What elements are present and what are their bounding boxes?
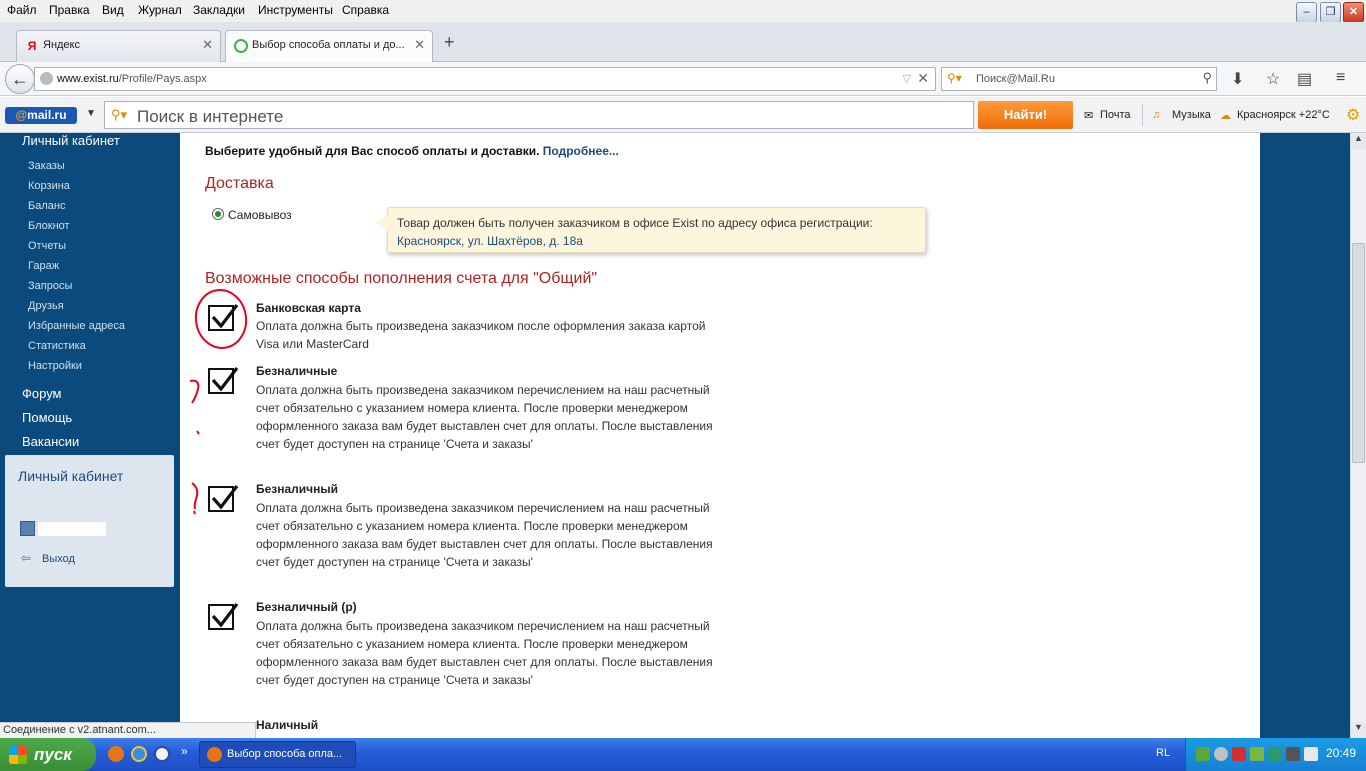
- menu-help[interactable]: Справка: [342, 3, 390, 17]
- option-description: Оплата должна быть произведена заказчиком перечислением на наш расчетный счет обязательно с указанием номера клиента. После проверки менеджером оформленного заказа вам будет выставлен счет для оплаты. После выставления счет будет доступен на странице 'Счета и заказы': [256, 501, 713, 569]
- back-button[interactable]: ←: [5, 64, 35, 94]
- menu-edit[interactable]: Правка: [49, 3, 90, 17]
- methods-heading: Возможные способы пополнения счета для "Общий": [205, 270, 598, 287]
- mail-link[interactable]: Почта: [1100, 109, 1131, 121]
- status-text: Соединение с v2.atnant.com...: [3, 724, 156, 736]
- sidebar-item-help[interactable]: Помощь: [22, 410, 73, 425]
- sidebar: [0, 133, 180, 738]
- sidebar-item-notebook[interactable]: Блокнот: [28, 220, 70, 232]
- menu-bookmarks[interactable]: Закладки: [193, 3, 245, 17]
- annotation-question-mark: [192, 483, 197, 514]
- sidebar-item-orders[interactable]: Заказы: [28, 160, 65, 172]
- sidebar-item-forum[interactable]: Форум: [22, 386, 62, 401]
- language-indicator[interactable]: RL: [1156, 747, 1171, 759]
- search-box[interactable]: [941, 67, 1217, 91]
- firefox-icon[interactable]: [108, 746, 124, 762]
- dropdown-arrow-icon[interactable]: ▼: [86, 108, 96, 119]
- address-bar[interactable]: [34, 67, 936, 91]
- sidebar-item-settings[interactable]: Настройки: [28, 360, 82, 372]
- logout-icon[interactable]: ⇦: [21, 551, 32, 565]
- mailru-logo[interactable]: @mail.ru: [5, 107, 77, 124]
- scroll-down-icon[interactable]: ▼: [1351, 722, 1366, 738]
- search-placeholder: Поиск@Mail.Ru: [976, 73, 1055, 85]
- delivery-tooltip: [387, 207, 926, 253]
- more-link[interactable]: Подробнее...: [542, 144, 619, 158]
- sidebar-item-requests[interactable]: Запросы: [28, 280, 73, 292]
- menu-bar: [0, 0, 1366, 22]
- new-tab-icon[interactable]: +: [444, 32, 455, 52]
- tab-title: Яндекс: [43, 39, 80, 51]
- bookmark-star-icon[interactable]: ☆: [1266, 71, 1281, 88]
- windows-flag-icon: [9, 746, 27, 764]
- music-link[interactable]: Музыка: [1172, 109, 1211, 121]
- tray-app-icon[interactable]: [1250, 747, 1264, 761]
- close-tab-icon[interactable]: ✕: [202, 37, 213, 52]
- status-bar: [0, 722, 256, 739]
- mail-envelope-icon[interactable]: ✉: [1084, 110, 1094, 122]
- start-label: пуск: [34, 745, 72, 764]
- annotation-question-mark: [190, 381, 199, 434]
- minimize-button[interactable]: –: [1296, 2, 1317, 23]
- scroll-up-icon[interactable]: ▲: [1351, 133, 1366, 149]
- tray-app-icon[interactable]: [1196, 747, 1210, 761]
- scroll-thumb[interactable]: [1352, 243, 1365, 463]
- option-title: Безналичный: [256, 482, 339, 496]
- tooltip-text: Товар должен быть получен заказчиком в офисе Exist по адресу офиса регистрации:: [397, 216, 873, 230]
- option-description: Оплата должна быть произведена заказчиком перечислением на наш расчетный счет обязательно с указанием номера клиента. После проверки менеджером оформленного заказа вам будет выставлен счет для оплаты. После выставления счет будет доступен на странице 'Счета и заказы': [256, 619, 713, 687]
- restore-button[interactable]: ❐: [1320, 2, 1341, 23]
- find-button[interactable]: Найти!: [978, 101, 1073, 129]
- option-title: Безналичный (р): [256, 600, 357, 614]
- sidebar-item-friends[interactable]: Друзья: [28, 300, 64, 312]
- logout-link[interactable]: Выход: [42, 553, 75, 565]
- sidebar-item-favorite-addresses[interactable]: Избранные адреса: [28, 320, 125, 332]
- bookmarks-list-icon[interactable]: ▤: [1297, 71, 1313, 88]
- menu-hamburger-icon[interactable]: ≡: [1336, 69, 1346, 86]
- annotation-circle: [192, 287, 250, 351]
- clock: 20:49: [1325, 746, 1356, 760]
- globe-icon: [40, 72, 53, 85]
- taskbar: [0, 738, 1366, 771]
- display-icon[interactable]: [1286, 747, 1300, 761]
- menu-history[interactable]: Журнал: [138, 3, 182, 17]
- weather-link[interactable]: Красноярск +22°C: [1237, 109, 1330, 121]
- navigation-bar: [0, 62, 1366, 96]
- office-address-link[interactable]: Красноярск, ул. Шахтёров, д. 18а: [397, 234, 583, 248]
- dropdown-arrow-icon[interactable]: ▽: [902, 73, 911, 85]
- media-player-icon[interactable]: [154, 746, 170, 762]
- tab-title: Выбор способа оплаты и до...: [252, 39, 405, 51]
- right-sidebar: [1260, 133, 1350, 738]
- option-description: Оплата должна быть произведена заказчиком перечислением на наш расчетный счет обязательно с указанием номера клиента. После проверки менеджером оформленного заказа вам будет выставлен счет для оплаты. После выставления счет будет доступен на странице 'Счета и заказы': [256, 383, 713, 451]
- close-tab-icon[interactable]: ✕: [414, 37, 425, 52]
- search-engine-icon[interactable]: ⚲▾: [111, 107, 128, 122]
- cabinet-box-title: Личный кабинет: [18, 468, 124, 484]
- tab-bar: [0, 22, 1366, 62]
- option-title: Наличный: [256, 718, 319, 732]
- menu-view[interactable]: Вид: [102, 3, 124, 17]
- sidebar-cabinet-title[interactable]: Личный кабинет: [22, 133, 120, 148]
- option-description: Оплата должна быть произведена заказчиком после оформления заказа картой Visa или MasterCard: [256, 319, 706, 351]
- user-icon: [20, 521, 35, 536]
- start-button[interactable]: [0, 738, 96, 771]
- username-field: [38, 522, 106, 536]
- noncash-r-checkbox[interactable]: [208, 604, 234, 630]
- sidebar-item-vacancies[interactable]: Вакансии: [22, 434, 80, 449]
- network-icon[interactable]: [1268, 747, 1282, 761]
- quicklaunch-more-icon[interactable]: »: [181, 744, 188, 758]
- volume-icon[interactable]: [1232, 747, 1246, 761]
- vertical-scrollbar[interactable]: [1350, 133, 1366, 738]
- taskbar-window-title: Выбор способа опла...: [227, 748, 343, 760]
- sidebar-item-garage[interactable]: Гараж: [28, 260, 60, 272]
- ie-icon[interactable]: [131, 746, 147, 762]
- sidebar-item-cart[interactable]: Корзина: [28, 180, 70, 192]
- loading-spinner-icon: [234, 39, 248, 53]
- mailru-search-input[interactable]: [104, 101, 974, 129]
- mailru-toolbar: [0, 97, 1366, 133]
- delivery-heading: Доставка: [205, 175, 274, 192]
- option-title: Безналичные: [256, 364, 338, 378]
- intro-text: Выберите удобный для Вас способ оплаты и доставки. Подробнее...: [205, 144, 619, 158]
- main-content: [180, 133, 1260, 738]
- tray-app-icon[interactable]: [1304, 747, 1318, 761]
- close-window-button[interactable]: ✕: [1343, 2, 1364, 23]
- yandex-favicon-icon: Я: [27, 39, 37, 53]
- weather-icon[interactable]: ☁: [1220, 110, 1231, 122]
- mailru-search-placeholder: Поиск в интернете: [137, 107, 284, 126]
- page-viewport: [0, 133, 1350, 738]
- sidebar-item-statistics[interactable]: Статистика: [28, 340, 86, 352]
- option-title: Банковская карта: [256, 301, 361, 315]
- menu-file[interactable]: Файл: [7, 3, 37, 17]
- divider: [1142, 104, 1143, 126]
- sidebar-item-reports[interactable]: Отчеты: [28, 240, 67, 252]
- menu-tools[interactable]: Инструменты: [258, 3, 333, 17]
- cabinet-box: [5, 455, 174, 587]
- pickup-label[interactable]: Самовывоз: [228, 208, 292, 222]
- settings-gear-icon[interactable]: ⚙: [1346, 107, 1361, 124]
- download-icon[interactable]: ⬇: [1231, 71, 1245, 88]
- tray-app-icon[interactable]: [1214, 747, 1228, 761]
- music-icon[interactable]: ♫: [1152, 109, 1161, 121]
- search-icon[interactable]: ⚲: [1202, 70, 1212, 85]
- sidebar-item-balance[interactable]: Баланс: [28, 200, 66, 212]
- system-tray: [1185, 738, 1366, 771]
- tab-payment[interactable]: [225, 30, 433, 63]
- checkmark-icon: [210, 601, 240, 631]
- stop-icon[interactable]: ✕: [917, 70, 929, 86]
- firefox-icon: [207, 747, 222, 762]
- annotation-marks: [180, 133, 300, 533]
- taskbar-window-firefox[interactable]: [199, 741, 356, 768]
- search-engine-icon[interactable]: ⚲▾: [947, 71, 962, 85]
- tab-yandex[interactable]: [16, 30, 221, 62]
- address-text: www.exist.ru/Profile/Pays.aspx: [57, 73, 207, 85]
